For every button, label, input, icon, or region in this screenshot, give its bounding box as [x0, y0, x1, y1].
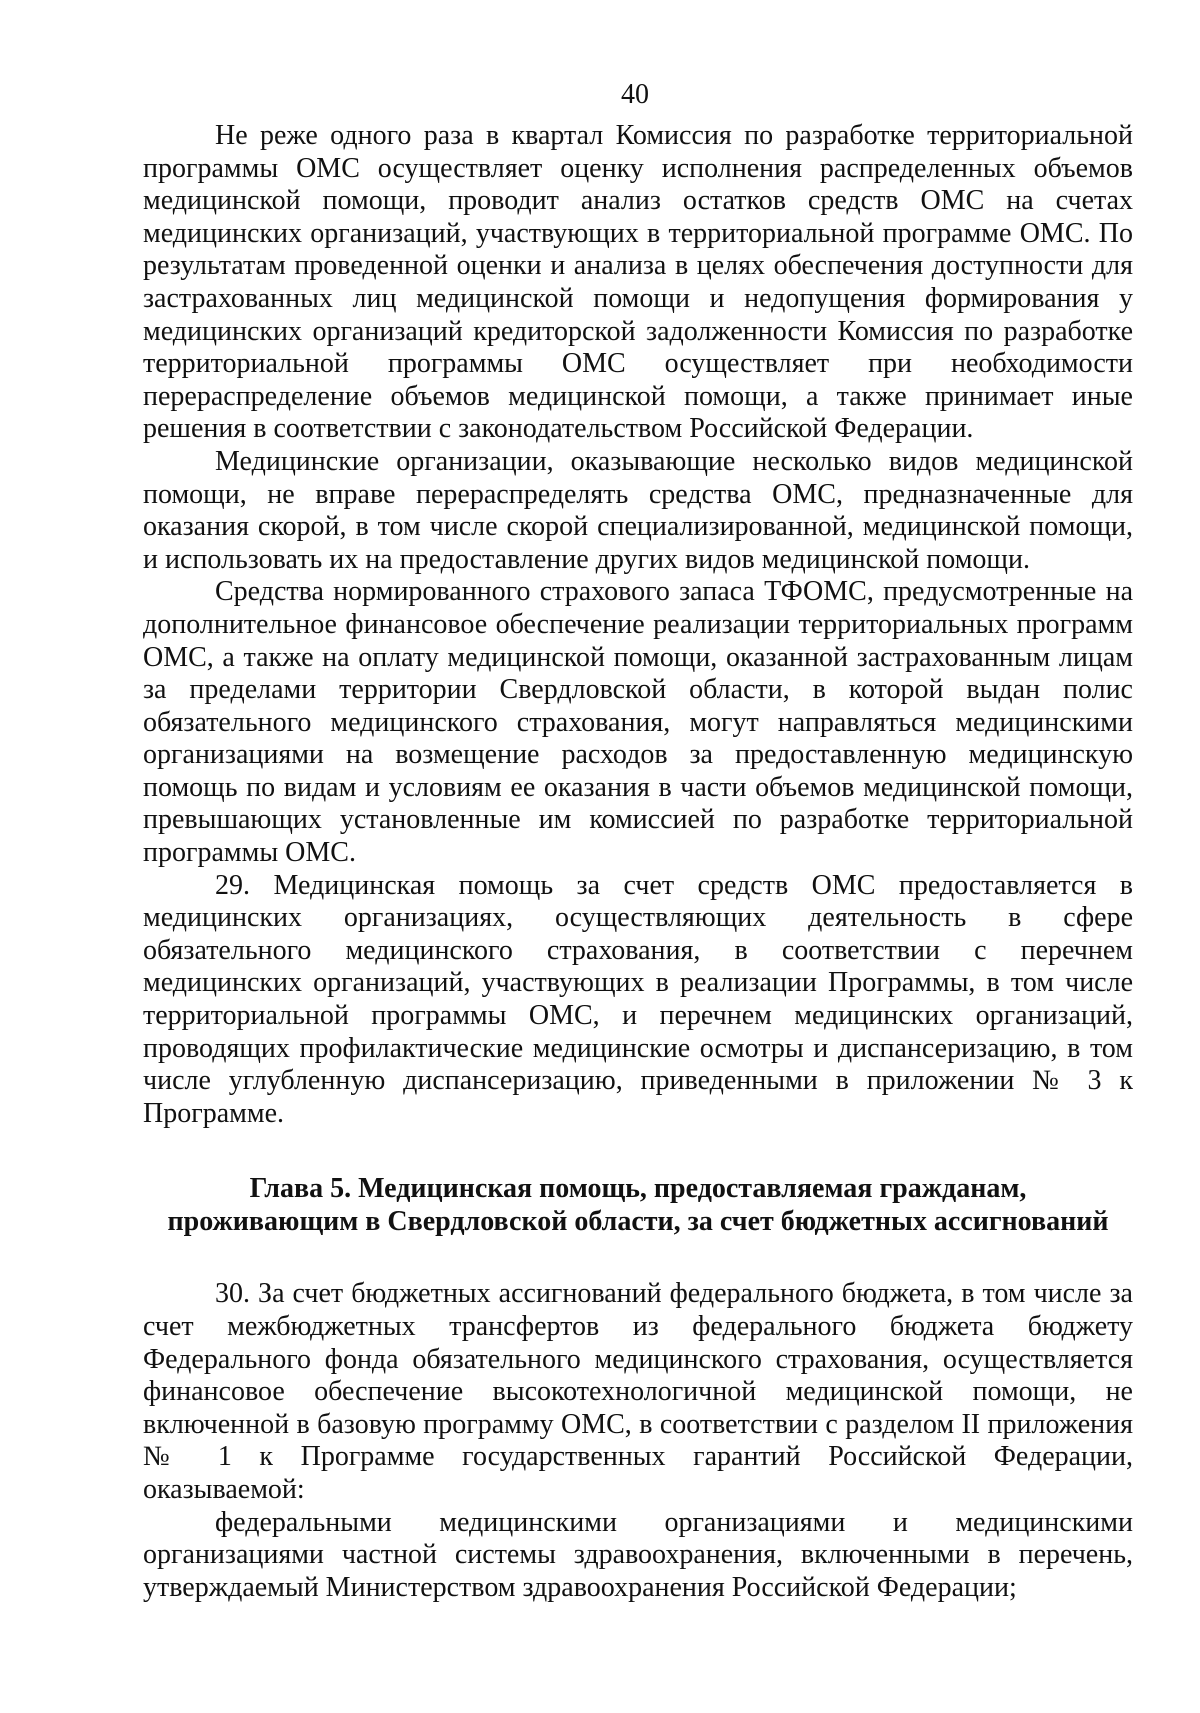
chapter-heading-line-1: Глава 5. Медицинская помощь, предоставляемая гражданам,: [249, 1173, 1027, 1205]
paragraph-clause-29: 29. Медицинская помощь за счет средств ОМС предоставляется в медицинских организациях, осуществляющих деятельность в сфере обязательного медицинского страхования, в соответствии с перечнем медицинских организаций, участвующих в реализации Программы, в том числе территориальной программы ОМС, и перечнем медицинских организаций, проводящих профилактические медицинские осмотры и диспансеризацию, в том числе углубленную диспансеризацию, приведенными в приложении № 3 к Программе.: [143, 869, 1133, 1129]
paragraph-commission-review: Не реже одного раза в квартал Комиссия по разработке территориальной программы ОМС осуществляет оценку исполнения распределенных объемов медицинской помощи, проводит анализ остатков средств ОМС на счетах медицинских организаций, участвующих в территориальной программе ОМС. По результатам проведенной оценки и анализа в целях обеспечения доступности для застрахованных лиц медицинской помощи и недопущения формирования у медицинских организаций кредиторской задолженности Комиссия по разработке территориальной программы ОМС осуществляет при необходимости перераспределение объемов медицинской помощи, а также принимает иные решения в соответствии с законодательством Российской Федерации.: [143, 120, 1133, 445]
paragraph-clause-30: 30. За счет бюджетных ассигнований федерального бюджета, в том числе за счет межбюджетных трансфертов из федерального бюджета бюджету Федерального фонда обязательного медицинского страхования, осуществляется финансовое обеспечение высокотехнологичной медицинской помощи, не включенной в базовую программу ОМС, в соответствии с разделом II приложения № 1 к Программе государственных гарантий Российской Федерации, оказываемой:: [143, 1278, 1133, 1505]
chapter-heading-line-2: проживающим в Свердловской области, за счет бюджетных ассигнований: [167, 1206, 1109, 1238]
document-body: [143, 120, 1133, 1604]
chapter-heading: [143, 1172, 1133, 1238]
paragraph-federal-organizations: федеральными медицинскими организациями и медицинскими организациями частной системы здравоохранения, включенными в перечень, утверждаемый Министерством здравоохранения Российской Федерации;: [143, 1506, 1133, 1603]
page-number: 40: [621, 79, 649, 110]
paragraph-insurance-reserve: Средства нормированного страхового запаса ТФОМС, предусмотренные на дополнительное финансовое обеспечение реализации территориальных программ ОМС, а также на оплату медицинской помощи, оказанной застрахованным лицам за пределами территории Свердловской области, в которой выдан полис обязательного медицинского страхования, могут направляться медицинскими организациями на возмещение расходов за предоставленную медицинскую помощь по видам и условиям ее оказания в части объемов медицинской помощи, превышающих установленные им комиссией по разработке территориальной программы ОМС.: [143, 576, 1133, 869]
paragraph-emergency-funds: Медицинские организации, оказывающие несколько видов медицинской помощи, не вправе перераспределять средства ОМС, предназначенные для оказания скорой, в том числе скорой специализированной, медицинской помощи, и использовать их на предоставление других видов медицинской помощи.: [143, 445, 1133, 575]
